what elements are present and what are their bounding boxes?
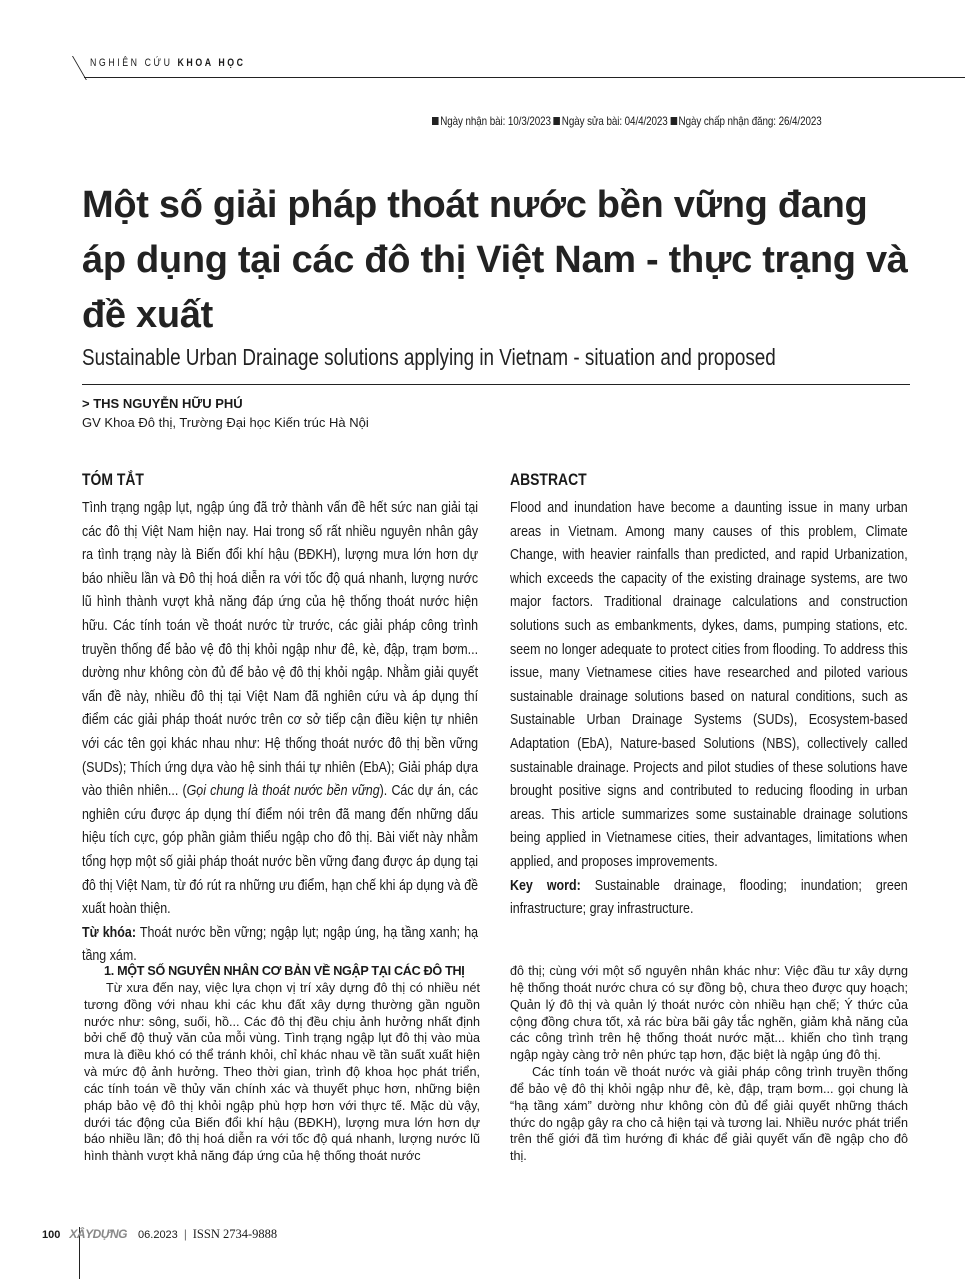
title-rule [82, 384, 910, 385]
separator: | [183, 1227, 187, 1241]
issn-text: ISSN 2734-9888 [192, 1227, 278, 1241]
abstract-vn-italic: Gọi chung là thoát nước bền vững [186, 782, 380, 800]
journal-logo: XÂYDỰNG [69, 1227, 127, 1241]
body-column-right [510, 963, 908, 1165]
article-title: Một số giải pháp thoát nước bền vững đang áp dụng tại các đô thị Việt Nam - thực trạng và đề xuất [82, 184, 908, 336]
square-bullet-icon [554, 117, 561, 125]
square-bullet-icon [432, 117, 439, 125]
abstract-vn-keywords [82, 921, 478, 968]
abstract-en-heading: ABSTRACT [510, 470, 587, 489]
keywords-label: Key word: [510, 876, 581, 894]
keywords-label: Từ khóa: [82, 923, 136, 941]
page-number: 100 [42, 1229, 61, 1241]
abstract-vn-text [82, 496, 478, 921]
header-rule [84, 77, 965, 78]
abstract-vietnamese [82, 470, 478, 968]
author-name: > THS NGUYỄN HỮU PHÚ [82, 396, 243, 411]
body-paragraph: Từ xưa đến nay, việc lựa chọn vị trí xây dựng đô thị có nhiều nét tương đồng với nhau khi các khu đất xây dựng thường gần nguồn nước như: sông, suối, hồ... Các đô thị đều chịu ảnh hưởng nhất định bởi chế độ thuỷ văn của mỗi vùng. Tình trạng ngập lụt đô thị vào mùa mưa là điều khó có thể tránh khỏi, chỉ khác nhau về tần suất xuất hiện và mức độ ảnh hưởng. Theo thời gian, trình độ khoa học phát triển, các tính toán về thủy văn chính xác và thuyết phục hơn, những biện pháp bảo vệ đô thị khỏi ngập phù hợp hơn với thực tế. Mặc dù vậy, dưới tác động của Biến đổi khí hậu (BĐKH), lượng mưa lớn hơn dự báo nhiều lần; đô thị hoá diễn ra với tốc độ quá nhanh, lượng nước lũ hình thành vượt khả năng đáp ứng của hệ thống thoát nước [84, 980, 480, 1164]
section-heading: 1. MỘT SỐ NGUYÊN NHÂN CƠ BẢN VỀ NGẬP TẠI CÁC ĐÔ THỊ [104, 964, 465, 978]
abstract-english [510, 470, 908, 921]
body-column-left [84, 963, 480, 1165]
keywords-text: Sustainable drainage, flooding; inundation; green infrastructure; gray infrastructure. [510, 876, 908, 918]
abstract-vn-text-part: Tình trạng ngập lụt, ngập úng đã trở thành vấn đề hết sức nan giải tại các đô thị Việt Nam hiện nay. Hai trong số rất nhiều nguyên nhân gây ra tình trạng này là Biến đổi khí hậu (BĐKH), lượng mưa lớn hơn dự báo nhiều lần và Đô thị hoá diễn ra với tốc độ quá nhanh, lượng nước lũ hình thành vượt khả năng đáp ứng của hệ thống thoát nước hiện hữu. Các tính toán về thoát nước từ trước, các giải pháp công trình truyền thống để bảo vệ đô thị khỏi ngập như đê, kè, đập, trạm bơm... dường như không còn đủ để bảo vệ đô thị khỏi ngập. Nhằm giải quyết vấn đề này, nhiều đô thị tại Việt Nam đã nghiên cứu và áp dụng thí điểm các giải pháp thoát nước trên cơ sở tiếp cận điều kiện tự nhiên với các tên gọi khác nhau như: Hệ thống thoát nước đô thị bền vững (SUDs); Thích ứng dựa vào hệ sinh thái tự nhiên (EbA); Giải pháp dựa vào thiên nhiên... ( [82, 499, 479, 800]
date-revised: Ngày sửa bài: 04/4/2023 [561, 114, 668, 128]
page-footer [42, 1227, 277, 1242]
date-received: Ngày nhận bài: 10/3/2023 [440, 114, 551, 128]
abstract-en-keywords [510, 874, 908, 921]
abstract-vn-heading: TÓM TẮT [82, 470, 144, 489]
section-header-light: NGHIÊN CỨU [90, 57, 173, 69]
section-header-bold: KHOA HỌC [177, 57, 246, 69]
abstract-vn-text-part: ). Các dự án, các nghiên cứu được áp dụng thí điểm nói trên đã mang đến những dấu hiệu tích cực, góp phần giảm thiểu ngập cho đô thị. Bài viết này nhằm tổng hợp một số giải pháp thoát nước bền vững đang được áp dụng tại đô thị Việt Nam, từ đó rút ra những ưu điểm, hạn chế khi áp dụng và đề xuất hoàn thiện. [82, 782, 479, 918]
section-header [90, 57, 246, 69]
article-dates [432, 114, 822, 128]
square-bullet-icon [670, 117, 677, 125]
article-subtitle: Sustainable Urban Drainage solutions applying in Vietnam - situation and proposed [82, 344, 776, 370]
date-accepted: Ngày chấp nhận đăng: 26/4/2023 [678, 114, 822, 128]
body-paragraph-continued: đô thị; cùng với một số nguyên nhân khác như: Việc đầu tư xây dựng hệ thống thoát nước chưa có sự đồng bộ, chưa theo được quy hoạch; Quản lý đô thị và quản lý thoát nước còn nhiều hạn chế; Ý thức của cộng đồng chưa tốt, xả rác bừa bãi gây tắc nghẽn, giảm khả năng của các công trình trên hệ thống thoát nước mặt... khiến cho tình trạng ngập ngày càng trở nên phức tạp hơn, đặc biệt là ngập úng đô thị. [510, 964, 908, 1063]
issue-date: 06.2023 [138, 1229, 178, 1241]
keywords-text: Thoát nước bền vững; ngập lụt; ngập úng, hạ tầng xanh; hạ tầng xám. [82, 923, 479, 965]
issn [181, 1227, 277, 1241]
author-affiliation: GV Khoa Đô thị, Trường Đại học Kiến trúc Hà Nội [82, 415, 369, 430]
abstract-en-text: Flood and inundation have become a daunting issue in many urban areas in Vietnam. Among many causes of this problem, Climate Change, with heavier rainfalls than predicted, and rapid Urbanization, which exceeds the capacity of the existing drainage systems, are two major factors. Traditional drainage calculations and construction solutions such as embankments, dykes, dams, pumping stations, etc. seem no longer adequate to protect cities from flooding. To address this issue, many Vietnamese cities have researched and piloted various sustainable drainage solutions based on natural conditions, such as Sustainable Urban Drainage Systems (SUDs), Ecosystem-based Adaptation (EbA), Nature-based Solutions (NBS), collectively called sustainable drainage. Projects and pilot studies of these solutions have brought positive signs and contributed to reducing flooding in urban areas. This article summarizes some sustainable drainage solutions being applied in Vietnamese cities, their advantages, limitations when applied, and proposes improvements. [510, 499, 908, 870]
body-paragraph: Các tính toán về thoát nước và giải pháp công trình truyền thống để bảo vệ đô thị khỏi ngập như đê, kè, đập, trạm bơm... gọi chung là “hạ tầng xám” dường như không còn đủ để giải quyết những thách thức do ngập gây ra cho cả hiện tại và tương lai. Nhiều nước phát triển trên thế giới đã tìm hướng đi khác để giải quyết vấn đề ngập cho đô thị. [510, 1065, 908, 1164]
